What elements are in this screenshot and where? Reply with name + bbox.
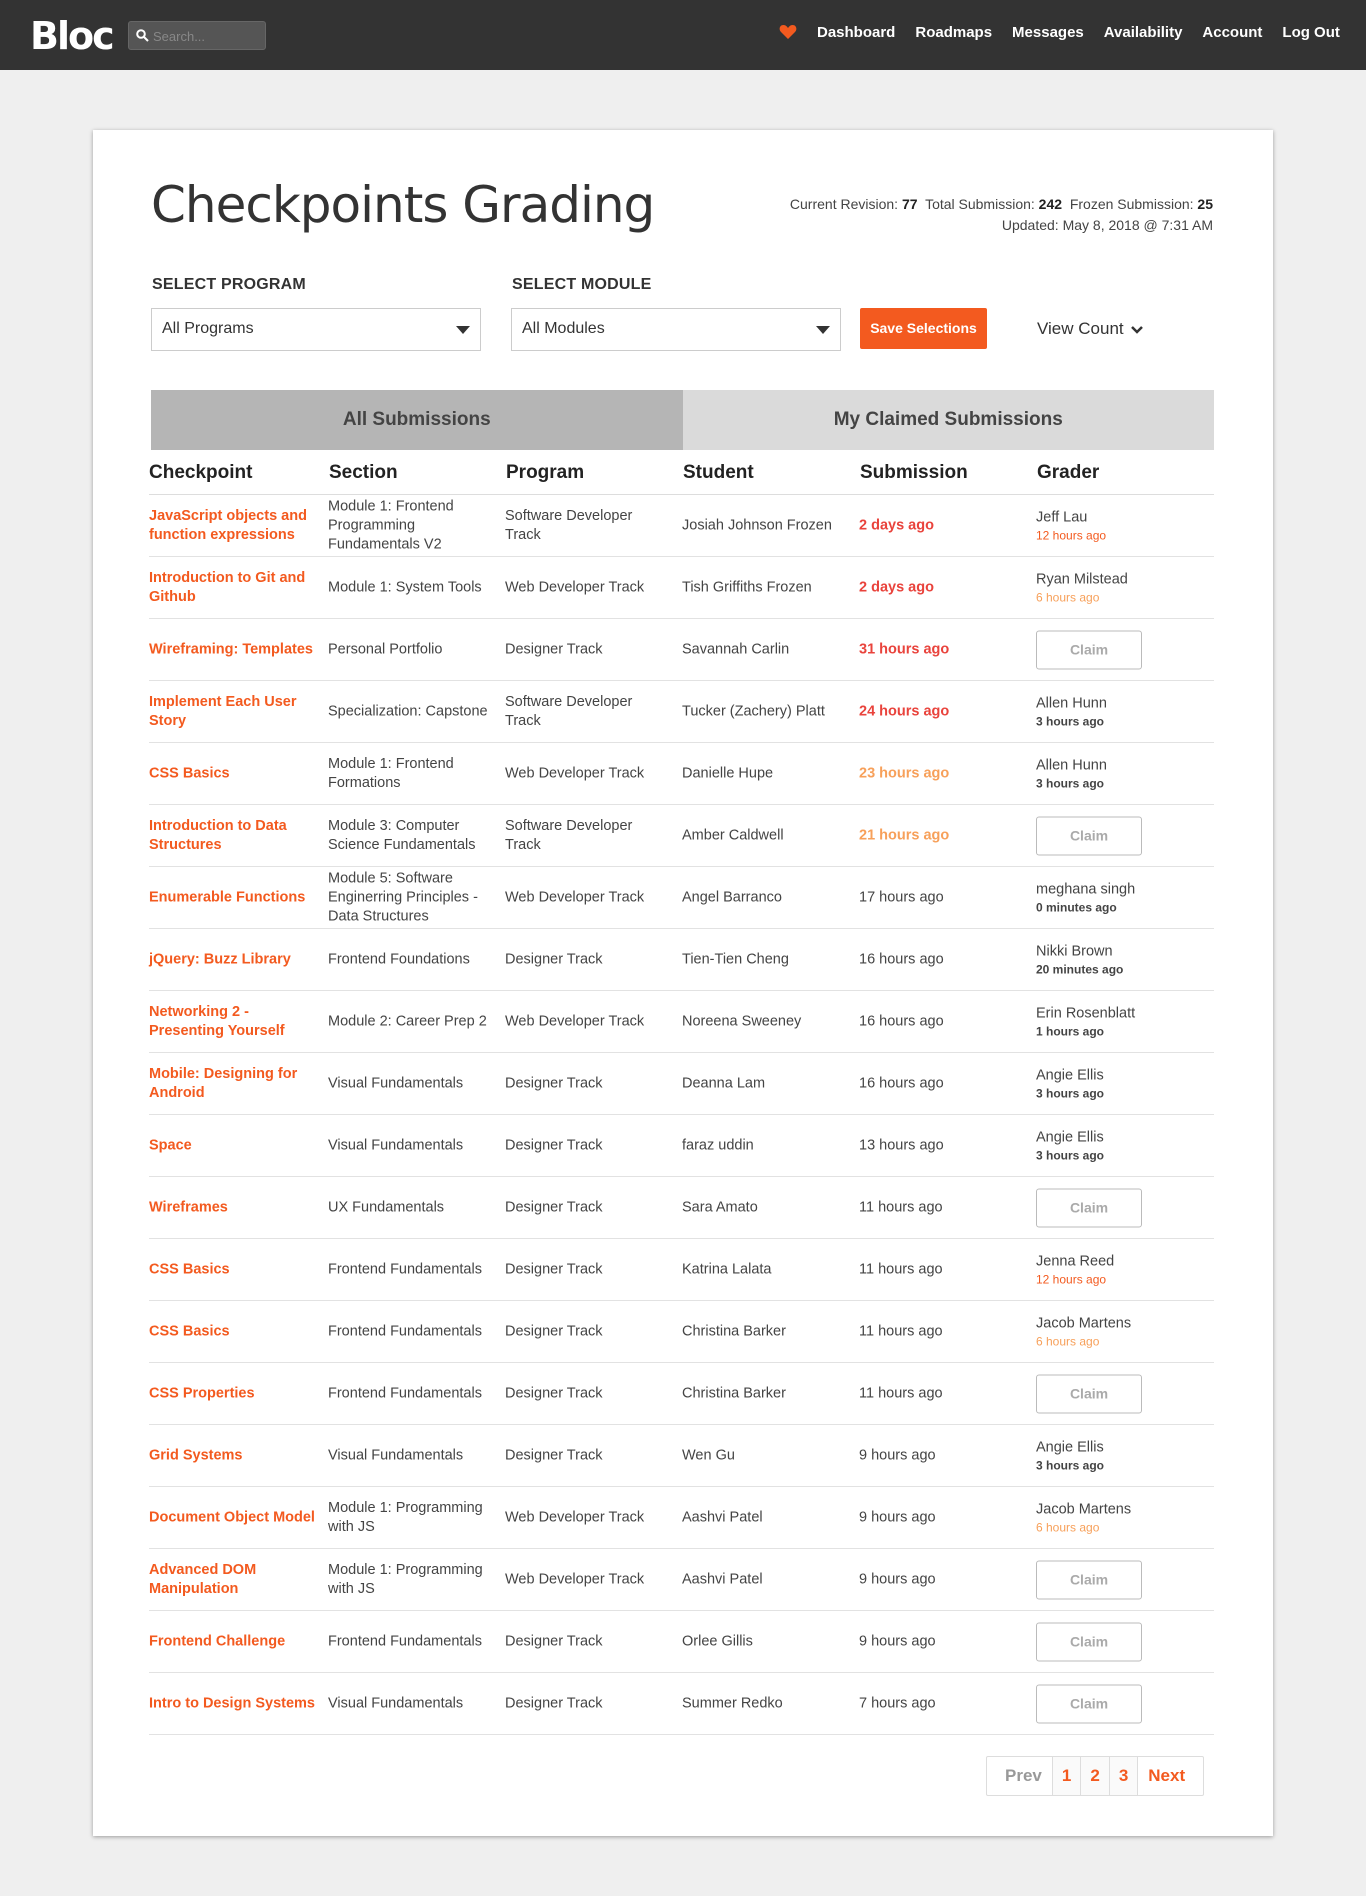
student-cell: Katrina Lalata bbox=[682, 1261, 772, 1277]
section-cell: Frontend Fundamentals bbox=[328, 1261, 482, 1277]
table-row bbox=[149, 681, 1214, 743]
student-cell: Tucker (Zachery) Platt bbox=[682, 703, 825, 719]
pagination-page-3[interactable]: 3 bbox=[1110, 1757, 1138, 1795]
submission-time: 16 hours ago bbox=[859, 951, 944, 967]
nav-availability[interactable]: Availability bbox=[1103, 24, 1183, 41]
checkpoint-link[interactable]: CSS Basics bbox=[149, 1323, 230, 1339]
nav-links bbox=[817, 24, 1360, 41]
bloc-logo[interactable]: Bloc bbox=[30, 14, 113, 58]
grader-cell bbox=[1036, 1066, 1214, 1101]
nav-account[interactable]: Account bbox=[1202, 24, 1263, 41]
program-cell: Web Developer Track bbox=[505, 1509, 645, 1525]
table-row bbox=[149, 1053, 1214, 1115]
grader-name: Angie Ellis bbox=[1036, 1439, 1104, 1455]
section-cell: Module 1: Frontend Formations bbox=[328, 755, 454, 791]
section-cell: Module 3: Computer Science Fundamentals bbox=[328, 817, 476, 853]
frozen-submission-value: 25 bbox=[1197, 196, 1213, 212]
program-cell: Web Developer Track bbox=[505, 1571, 645, 1587]
student-cell: Christina Barker bbox=[682, 1323, 786, 1339]
checkpoint-link[interactable]: Introduction to Data Structures bbox=[149, 817, 287, 853]
nav-logout[interactable]: Log Out bbox=[1282, 24, 1340, 41]
program-select-value: All Programs bbox=[162, 320, 254, 337]
checkpoint-link[interactable]: Wireframes bbox=[149, 1199, 228, 1215]
claim-button[interactable]: Claim bbox=[1036, 816, 1142, 855]
table-header bbox=[149, 450, 1214, 495]
grader-cell bbox=[1036, 1252, 1214, 1287]
program-cell: Designer Track bbox=[505, 1385, 603, 1401]
table-row bbox=[149, 495, 1214, 557]
grader-cell bbox=[1036, 756, 1214, 791]
program-cell: Designer Track bbox=[505, 1075, 603, 1091]
grader-cell bbox=[1036, 1128, 1214, 1163]
page-title: Checkpoints Grading bbox=[151, 176, 655, 234]
student-cell: Summer Redko bbox=[682, 1695, 783, 1711]
section-cell: Specialization: Capstone bbox=[328, 703, 488, 719]
checkpoint-link[interactable]: JavaScript objects and function expressions bbox=[149, 507, 307, 543]
section-cell: Visual Fundamentals bbox=[328, 1695, 464, 1711]
submission-time: 17 hours ago bbox=[859, 889, 944, 905]
grader-claim-time: 12 hours ago bbox=[1036, 1272, 1107, 1286]
table-row bbox=[149, 805, 1214, 867]
section-cell: Frontend Fundamentals bbox=[328, 1323, 482, 1339]
section-cell: Frontend Fundamentals bbox=[328, 1385, 482, 1401]
grader-cell bbox=[1036, 1004, 1214, 1039]
grader-cell bbox=[1036, 1374, 1214, 1413]
grader-name: Jenna Reed bbox=[1036, 1253, 1115, 1269]
search-input[interactable] bbox=[153, 26, 261, 46]
program-cell: Web Developer Track bbox=[505, 579, 645, 595]
section-cell: Module 1: Programming with JS bbox=[328, 1561, 483, 1597]
claim-button[interactable]: Claim bbox=[1036, 630, 1142, 669]
grader-claim-time: 0 minutes ago bbox=[1036, 900, 1117, 914]
checkpoint-link[interactable]: Advanced DOM Manipulation bbox=[149, 1561, 257, 1597]
student-cell: Wen Gu bbox=[682, 1447, 735, 1463]
submission-stats bbox=[790, 194, 1213, 236]
program-cell: Designer Track bbox=[505, 1695, 603, 1711]
section-cell: Visual Fundamentals bbox=[328, 1075, 464, 1091]
submission-time: 24 hours ago bbox=[859, 703, 950, 719]
student-cell: Noreena Sweeney bbox=[682, 1013, 802, 1029]
table-row bbox=[149, 1239, 1214, 1301]
checkpoint-link[interactable]: Document Object Model bbox=[149, 1509, 315, 1525]
student-cell: Tish Griffiths Frozen bbox=[682, 579, 812, 595]
tab-all-submissions[interactable]: All Submissions bbox=[151, 390, 683, 450]
student-cell: Amber Caldwell bbox=[682, 827, 784, 843]
grader-claim-time: 3 hours ago bbox=[1036, 776, 1105, 790]
submission-time: 16 hours ago bbox=[859, 1013, 944, 1029]
table-row bbox=[149, 1115, 1214, 1177]
grader-name: Angie Ellis bbox=[1036, 1129, 1104, 1145]
frozen-submission-label: Frozen Submission: bbox=[1069, 196, 1194, 212]
grader-cell bbox=[1036, 1500, 1214, 1535]
table-row bbox=[149, 1301, 1214, 1363]
grader-claim-time: 1 hours ago bbox=[1036, 1024, 1105, 1038]
grader-cell bbox=[1036, 1684, 1214, 1723]
program-cell: Web Developer Track bbox=[505, 889, 645, 905]
claim-button[interactable]: Claim bbox=[1036, 1560, 1142, 1599]
col-student: Student bbox=[683, 462, 754, 483]
nav-messages[interactable]: Messages bbox=[1012, 24, 1084, 41]
program-select[interactable] bbox=[151, 308, 481, 351]
grader-name: Erin Rosenblatt bbox=[1036, 1005, 1136, 1021]
student-cell: Deanna Lam bbox=[682, 1075, 766, 1091]
grader-claim-time: 20 minutes ago bbox=[1036, 962, 1124, 976]
grader-claim-time: 6 hours ago bbox=[1036, 590, 1100, 604]
submission-time: 11 hours ago bbox=[859, 1199, 943, 1215]
student-cell: Aashvi Patel bbox=[682, 1509, 763, 1525]
program-cell: Designer Track bbox=[505, 1447, 603, 1463]
grader-name: meghana singh bbox=[1036, 881, 1136, 897]
pagination-page-1[interactable]: 1 bbox=[1053, 1757, 1081, 1795]
view-count-label: View Count bbox=[1037, 319, 1124, 338]
program-cell: Web Developer Track bbox=[505, 1013, 645, 1029]
col-grader: Grader bbox=[1037, 462, 1100, 483]
grader-name: Jacob Martens bbox=[1036, 1315, 1132, 1331]
checkpoint-link[interactable]: Mobile: Designing for Android bbox=[149, 1065, 298, 1101]
claim-button[interactable]: Claim bbox=[1036, 1684, 1142, 1723]
table-row bbox=[149, 991, 1214, 1053]
table-row bbox=[149, 1487, 1214, 1549]
student-cell: Angel Barranco bbox=[682, 889, 782, 905]
submission-time: 11 hours ago bbox=[859, 1261, 943, 1277]
claim-button[interactable]: Claim bbox=[1036, 1374, 1142, 1413]
grader-name: Allen Hunn bbox=[1036, 695, 1107, 711]
pagination-page-2[interactable]: 2 bbox=[1081, 1757, 1109, 1795]
grader-name: Allen Hunn bbox=[1036, 757, 1107, 773]
grader-cell bbox=[1036, 630, 1214, 669]
nav-roadmaps[interactable]: Roadmaps bbox=[915, 24, 993, 41]
student-cell: faraz uddin bbox=[682, 1137, 754, 1153]
grader-cell bbox=[1036, 508, 1214, 543]
program-cell: Designer Track bbox=[505, 1323, 603, 1339]
submission-time: 9 hours ago bbox=[859, 1571, 936, 1587]
student-cell: Aashvi Patel bbox=[682, 1571, 763, 1587]
checkpoint-link[interactable]: Space bbox=[149, 1137, 192, 1153]
col-section: Section bbox=[329, 462, 398, 483]
section-cell: Module 1: Frontend Programming Fundamentals V2 bbox=[328, 498, 454, 552]
module-select[interactable] bbox=[511, 308, 841, 351]
submission-time: 31 hours ago bbox=[859, 641, 950, 657]
submission-time: 2 days ago bbox=[859, 517, 934, 533]
program-cell: Designer Track bbox=[505, 1261, 603, 1277]
checkpoint-link[interactable]: CSS Basics bbox=[149, 765, 230, 781]
section-cell: Visual Fundamentals bbox=[328, 1447, 464, 1463]
section-cell: Module 5: Software Enginerring Principles - Data Structures bbox=[328, 870, 478, 924]
grader-name: Ryan Milstead bbox=[1036, 571, 1128, 587]
program-cell: Designer Track bbox=[505, 951, 603, 967]
checkpoint-link[interactable]: Frontend Challenge bbox=[149, 1633, 286, 1649]
current-revision-value: 77 bbox=[901, 196, 918, 212]
grader-claim-time: 6 hours ago bbox=[1036, 1334, 1100, 1348]
checkpoint-link[interactable]: Grid Systems bbox=[149, 1447, 243, 1463]
submission-time: 11 hours ago bbox=[859, 1323, 943, 1339]
caret-down-icon bbox=[816, 326, 830, 334]
student-cell: Tien-Tien Cheng bbox=[682, 951, 789, 967]
student-cell: Savannah Carlin bbox=[682, 641, 790, 657]
view-count-toggle[interactable] bbox=[1037, 319, 1144, 339]
section-cell: Frontend Foundations bbox=[328, 951, 470, 967]
grader-cell bbox=[1036, 694, 1214, 729]
grader-cell bbox=[1036, 1560, 1214, 1599]
submission-time: 21 hours ago bbox=[859, 827, 950, 843]
nav-dashboard[interactable]: Dashboard bbox=[817, 24, 896, 41]
submission-time: 11 hours ago bbox=[859, 1385, 943, 1401]
submission-time: 23 hours ago bbox=[859, 765, 950, 781]
checkpoint-link[interactable]: Introduction to Git and Github bbox=[149, 569, 306, 605]
save-selections-button[interactable]: Save Selections bbox=[860, 308, 987, 349]
current-revision-label: Current Revision: bbox=[789, 196, 899, 212]
grader-cell bbox=[1036, 942, 1214, 977]
checkpoint-link[interactable]: Enumerable Functions bbox=[149, 889, 306, 905]
grader-claim-time: 3 hours ago bbox=[1036, 714, 1105, 728]
program-cell: Software Developer Track bbox=[505, 693, 633, 729]
caret-down-icon bbox=[456, 326, 470, 334]
grading-card bbox=[93, 130, 1273, 1836]
grader-claim-time: 3 hours ago bbox=[1036, 1086, 1105, 1100]
program-cell: Designer Track bbox=[505, 1633, 603, 1649]
submission-time: 13 hours ago bbox=[859, 1137, 944, 1153]
checkpoint-link[interactable]: CSS Properties bbox=[149, 1385, 255, 1401]
table-row bbox=[149, 619, 1214, 681]
section-cell: Frontend Fundamentals bbox=[328, 1633, 482, 1649]
table-row bbox=[149, 1549, 1214, 1611]
section-cell: Visual Fundamentals bbox=[328, 1137, 464, 1153]
table-row bbox=[149, 867, 1214, 929]
chevron-down-icon bbox=[1130, 325, 1144, 335]
col-submission: Submission bbox=[860, 462, 968, 483]
table-row bbox=[149, 1363, 1214, 1425]
table-row bbox=[149, 557, 1214, 619]
program-cell: Designer Track bbox=[505, 1199, 603, 1215]
pagination bbox=[986, 1756, 1204, 1796]
student-cell: Orlee Gillis bbox=[682, 1633, 753, 1649]
submission-time: 9 hours ago bbox=[859, 1509, 936, 1525]
heart-icon[interactable] bbox=[779, 24, 797, 45]
grader-cell bbox=[1036, 570, 1214, 605]
submission-time: 9 hours ago bbox=[859, 1447, 936, 1463]
section-cell: UX Fundamentals bbox=[328, 1199, 445, 1215]
submissions-table-body bbox=[149, 495, 1214, 1735]
grader-cell bbox=[1036, 816, 1214, 855]
student-cell: Danielle Hupe bbox=[682, 765, 774, 781]
pagination-prev[interactable]: Prev bbox=[987, 1757, 1053, 1795]
table-row bbox=[149, 1673, 1214, 1735]
grader-cell bbox=[1036, 880, 1214, 915]
tab-my-claimed-submissions[interactable]: My Claimed Submissions bbox=[683, 390, 1215, 450]
total-submission-label: Total Submission: bbox=[925, 196, 1035, 212]
updated-timestamp: Updated: May 8, 2018 @ 7:31 AM bbox=[1001, 217, 1213, 233]
grader-name: Angie Ellis bbox=[1036, 1067, 1104, 1083]
checkpoint-link[interactable]: Intro to Design Systems bbox=[149, 1695, 315, 1711]
top-navbar bbox=[0, 0, 1366, 70]
checkpoint-link[interactable]: Implement Each User Story bbox=[149, 693, 297, 729]
checkpoint-link[interactable]: Networking 2 - Presenting Yourself bbox=[149, 1003, 285, 1039]
claim-button[interactable]: Claim bbox=[1036, 1622, 1142, 1661]
grader-claim-time: 3 hours ago bbox=[1036, 1148, 1105, 1162]
checkpoint-link[interactable]: CSS Basics bbox=[149, 1261, 230, 1277]
search-icon bbox=[136, 29, 149, 42]
table-row bbox=[149, 1611, 1214, 1673]
claim-button[interactable]: Claim bbox=[1036, 1188, 1142, 1227]
table-row bbox=[149, 1425, 1214, 1487]
section-cell: Personal Portfolio bbox=[328, 641, 443, 657]
submission-time: 9 hours ago bbox=[859, 1633, 936, 1649]
search-box[interactable] bbox=[128, 21, 266, 50]
grader-name: Nikki Brown bbox=[1036, 943, 1113, 959]
submission-time: 7 hours ago bbox=[859, 1695, 936, 1711]
section-cell: Module 1: Programming with JS bbox=[328, 1499, 483, 1535]
grader-cell bbox=[1036, 1622, 1214, 1661]
program-select-label: SELECT PROGRAM bbox=[152, 276, 306, 293]
table-row bbox=[149, 929, 1214, 991]
section-cell: Module 1: System Tools bbox=[328, 579, 482, 595]
student-cell: Sara Amato bbox=[682, 1199, 758, 1215]
grader-cell bbox=[1036, 1314, 1214, 1349]
student-cell: Josiah Johnson Frozen bbox=[682, 517, 832, 533]
checkpoint-link[interactable]: jQuery: Buzz Library bbox=[149, 951, 291, 967]
col-checkpoint: Checkpoint bbox=[149, 462, 253, 483]
submission-time: 2 days ago bbox=[859, 579, 934, 595]
program-cell: Web Developer Track bbox=[505, 765, 645, 781]
program-cell: Software Developer Track bbox=[505, 507, 633, 543]
total-submission-value: 242 bbox=[1038, 196, 1063, 212]
section-cell: Module 2: Career Prep 2 bbox=[328, 1013, 487, 1029]
grader-claim-time: 6 hours ago bbox=[1036, 1520, 1100, 1534]
program-cell: Designer Track bbox=[505, 1137, 603, 1153]
grader-name: Jeff Lau bbox=[1036, 509, 1088, 525]
grader-claim-time: 12 hours ago bbox=[1036, 528, 1107, 542]
table-row bbox=[149, 743, 1214, 805]
grader-claim-time: 3 hours ago bbox=[1036, 1458, 1105, 1472]
submission-time: 16 hours ago bbox=[859, 1075, 944, 1091]
grader-cell bbox=[1036, 1188, 1214, 1227]
module-select-label: SELECT MODULE bbox=[512, 276, 652, 293]
col-program: Program bbox=[506, 462, 585, 483]
pagination-next[interactable]: Next bbox=[1148, 1766, 1186, 1785]
submission-tabs bbox=[151, 390, 1214, 450]
table-row bbox=[149, 1177, 1214, 1239]
student-cell: Christina Barker bbox=[682, 1385, 786, 1401]
module-select-value: All Modules bbox=[522, 320, 605, 337]
grader-name: Jacob Martens bbox=[1036, 1501, 1132, 1517]
program-cell: Designer Track bbox=[505, 641, 603, 657]
checkpoint-link[interactable]: Wireframing: Templates bbox=[149, 641, 313, 657]
program-cell: Software Developer Track bbox=[505, 817, 633, 853]
grader-cell bbox=[1036, 1438, 1214, 1473]
